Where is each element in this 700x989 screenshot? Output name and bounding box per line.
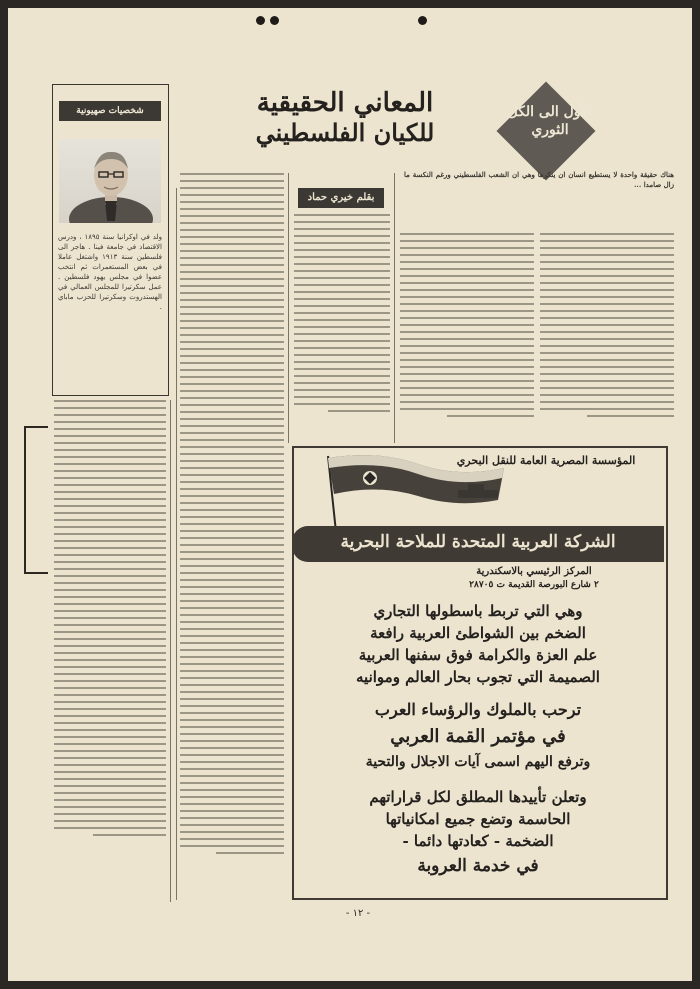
ad-welcome-line1: ترحب بالملوك والرؤساء العرب: [374, 700, 582, 719]
shipping-company-advertisement: [292, 446, 668, 900]
portrait-photo: [59, 139, 161, 223]
newspaper-page: [8, 8, 692, 981]
personalities-label: شخصيات صهيونية: [59, 101, 161, 121]
column-rule: [176, 188, 177, 900]
ad-para2-line2: الحاسمة وتضع جميع امكانياتها: [385, 810, 571, 828]
article-headline: [195, 88, 495, 148]
ad-company-name: الشركة العربية المتحدة للملاحة البحرية: [340, 532, 616, 552]
headline-line-2: للكيان الفلسطيني: [255, 118, 435, 147]
ad-para1-line1: وهي التي تربط باسطولها التجاري: [373, 602, 583, 620]
bio-text: [58, 232, 162, 382]
article-intro: [404, 170, 674, 230]
bio-paragraph: ولد في اوكرانيا سنة ١٨٩٥ ، ودرس الاقتصاد في جامعة فينا . هاجر الى فلسطين سنة ١٩١٣ واشتغل عاملا في بعض المستعمرات ثم انتخب عضوا في مجلس يهود فلسطين . عمل سكرتيرا للمجلس العمالي في الهستدروت وسكرتيرا للحزب ماباي .: [58, 233, 162, 311]
person-portrait-icon: [59, 139, 161, 223]
ad-welcome-line3: وترفع اليهم اسمى آيات الاجلال والتحية: [365, 754, 591, 770]
text-column-middle: [294, 214, 390, 442]
margin-bracket: [24, 426, 48, 574]
text-column-mid-right: [400, 233, 534, 441]
punch-hole: [418, 16, 427, 25]
ad-hq-line: المركز الرئيسي بالاسكندرية: [476, 566, 592, 577]
punch-hole: [270, 16, 279, 25]
ad-para2-line4: في خدمة العروبة: [417, 856, 539, 876]
intro-paragraph: هناك حقيقة واحدة لا يستطيع انسان ان ينكرها وهي ان الشعب الفلسطيني ورغم النكسة ما زال صامدا ...: [404, 170, 674, 189]
column-rule: [394, 173, 395, 443]
ad-para2-line1: وتعلن تأييدها المطلق لكل قراراتهم: [369, 788, 587, 806]
byline: بقلم خيري حماد: [298, 188, 384, 208]
ad-address-line: ٢ شارع البورصة القديمة ت ٢٨٧٠٥: [469, 580, 599, 590]
headline-line-1: المعاني الحقيقية: [256, 88, 434, 118]
ad-org-name: المؤسسة المصرية العامة للنقل البحري: [456, 454, 636, 467]
text-column-right: [540, 233, 674, 441]
series-badge-text: الأول الى الكل الثوري: [507, 104, 593, 138]
punch-hole: [256, 16, 265, 25]
ad-para1-line2: الضخم بين الشواطئ العربية رافعة: [370, 624, 586, 642]
text-column-center: [180, 173, 284, 903]
ad-para1-line3: علم العزة والكرامة فوق سفنها العربية: [358, 646, 598, 664]
ad-para1-line4: الصميمة التي تجوب بحار العالم وموانيه: [356, 668, 600, 686]
column-rule: [288, 173, 289, 443]
ad-para2-line3: الضخمة - كعادتها دائما -: [402, 832, 554, 850]
column-rule: [170, 400, 171, 902]
text-column-left: [54, 400, 166, 900]
ad-welcome-line2: في مؤتمر القمة العربي: [390, 726, 566, 747]
page-number: - ١٢ -: [345, 908, 371, 919]
